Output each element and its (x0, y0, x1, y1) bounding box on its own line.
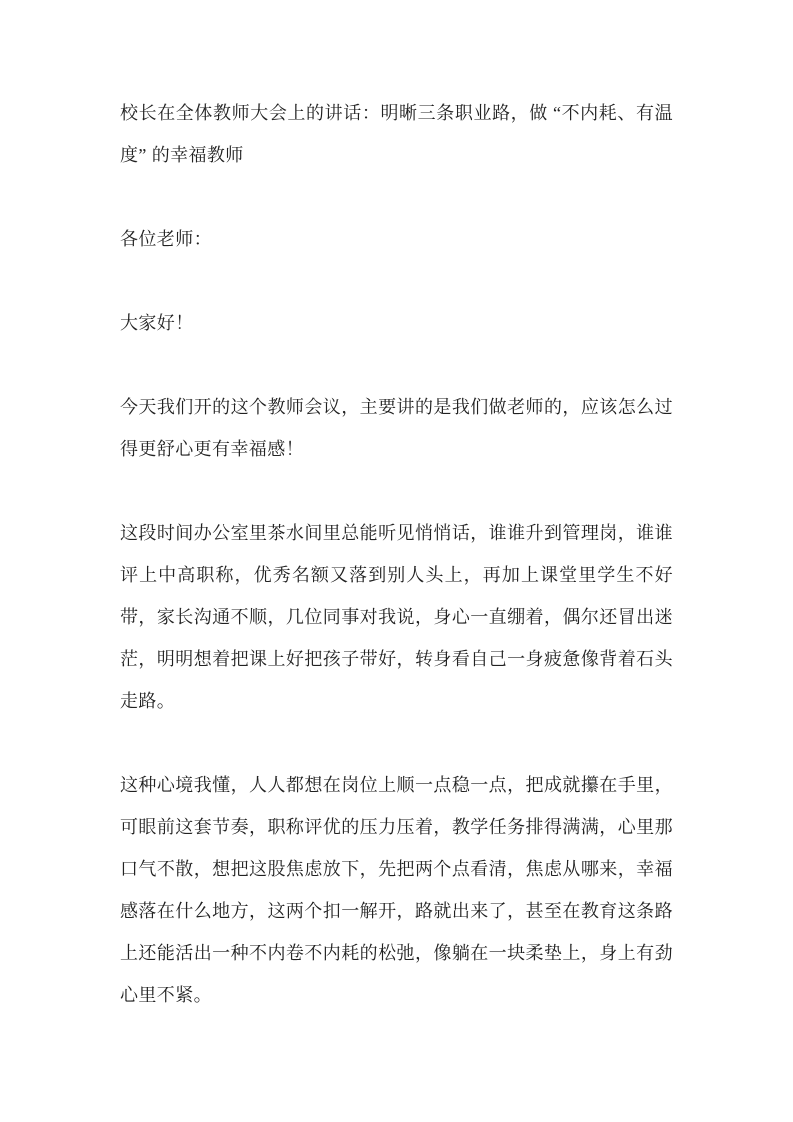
document-title: 校长在全体教师大会上的讲话：明晰三条职业路，做 “不内耗、有温度” 的幸福教师 (120, 103, 673, 165)
greeting: 大家好！ (120, 313, 194, 333)
paragraph: 这种心境我懂，人人都想在岗位上顺一点稳一点，把成就攥在手里，可眼前这套节奏，职称评优的压力压着，教学任务排得满满，心里那口气不散，想把这股焦虑放下，先把两个点看清，焦虑从哪来，幸福感落在什么地方，这两个扣一解开，路就出来了，甚至在教育这条路上还能活出一种不内卷不内耗的松弛，像躺在一块柔垫上，身上有劲心里不紧。 (120, 775, 673, 1005)
paragraph: 这段时间办公室里茶水间里总能听见悄悄话，谁谁升到管理岗，谁谁评上中高职称，优秀名额又落到别人头上，再加上课堂里学生不好带，家长沟通不顺，几位同事对我说，身心一直绷着，偶尔还冒出迷茫，明明想着把课上好把孩子带好，转身看自己一身疲惫像背着石头走路。 (120, 523, 673, 711)
paragraph: 今天我们开的这个教师会议，主要讲的是我们做老师的，应该怎么过得更舒心更有幸福感！ (120, 397, 673, 459)
salutation: 各位老师： (120, 229, 212, 249)
